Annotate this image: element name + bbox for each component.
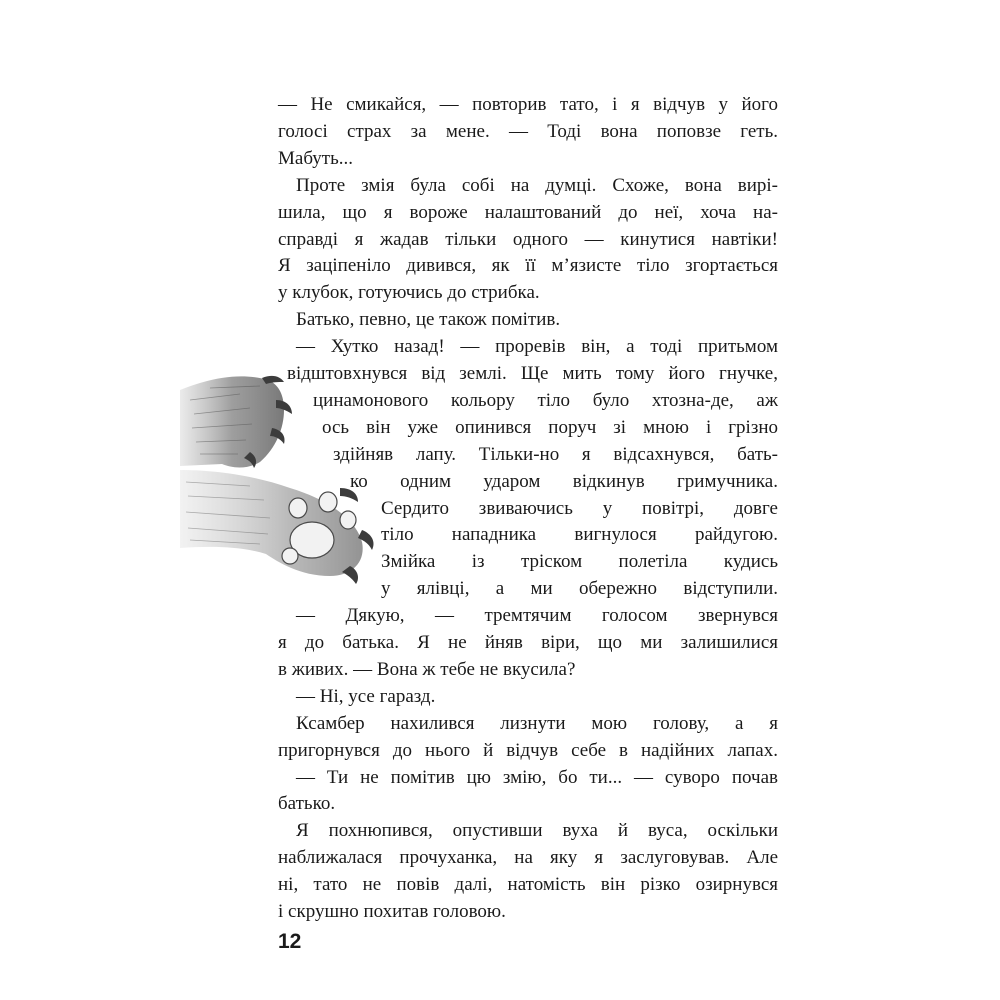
text-line: справді я жадав тільки одного — кинутися навтіки!: [278, 228, 778, 250]
text-line: ось він уже опинився поруч зі мною і грізно: [322, 416, 778, 438]
page-number: 12: [278, 930, 302, 953]
text-line: Проте змія була собі на думці. Схоже, вона вирі-: [296, 174, 778, 196]
text-line: батько.: [278, 793, 336, 815]
text-line: Змійка із тріском полетіла кудись: [381, 551, 778, 573]
text-line: Сердито звиваючись у повітрі, довге: [381, 497, 778, 519]
text-line: ко одним ударом відкинув гримучника.: [350, 470, 778, 492]
text-line: Мабуть...: [278, 147, 353, 169]
text-line: і скрушно похитав головою.: [278, 901, 506, 922]
text-line: пригорнувся до нього й відчув себе в надійних лапах.: [278, 739, 778, 761]
text-line: наближалася прочуханка, на яку я заслуговував. Але: [278, 847, 778, 869]
text-line: здійняв лапу. Тільки-но я відсахнувся, бать-: [333, 443, 778, 465]
text-line: — Ти не помітив цю змію, бо ти... — суворо почав: [296, 766, 778, 788]
text-line: відштовхнувся від землі. Ще мить тому його гнучке,: [287, 363, 778, 384]
text-line: голосі страх за мене. — Тоді вона поповзе геть.: [278, 120, 778, 142]
text-line: я до батька. Я не йняв віри, що ми залишилися: [278, 632, 778, 653]
text-line: ні, тато не повів далі, натомість він різко озирнувся: [278, 874, 778, 896]
text-line: Я заціпеніло дивився, як її м’язисте тіло згортається: [278, 255, 778, 277]
text-line: тіло нападника вигнулося райдугою.: [381, 524, 778, 546]
text-line: — Ні, усе гаразд.: [296, 685, 436, 707]
text-line: — Дякую, — тремтячим голосом звернувся: [296, 605, 778, 627]
text-line: Ксамбер нахилився лизнути мою голову, а я: [296, 712, 778, 734]
text-line: — Хутко назад! — проревів він, а тоді притьмом: [296, 336, 778, 358]
text-line: цинамонового кольору тіло було хтозна-де, аж: [313, 389, 778, 411]
text-line: Батько, певно, це також помітив.: [296, 309, 561, 331]
text-line: Я похнюпився, опустивши вуха й вуса, оскільки: [296, 820, 778, 842]
text-line: у ялівці, а ми обережно відступили.: [381, 578, 778, 600]
text-line: у клубок, готуючись до стрибка.: [278, 282, 540, 304]
text-line: шила, що я вороже налаштований до неї, хоча на-: [278, 201, 778, 223]
text-line: в живих. — Вона ж тебе не вкусила?: [278, 658, 576, 680]
text-line: — Не смикайся, — повторив тато, і я відчув у його: [278, 94, 778, 115]
